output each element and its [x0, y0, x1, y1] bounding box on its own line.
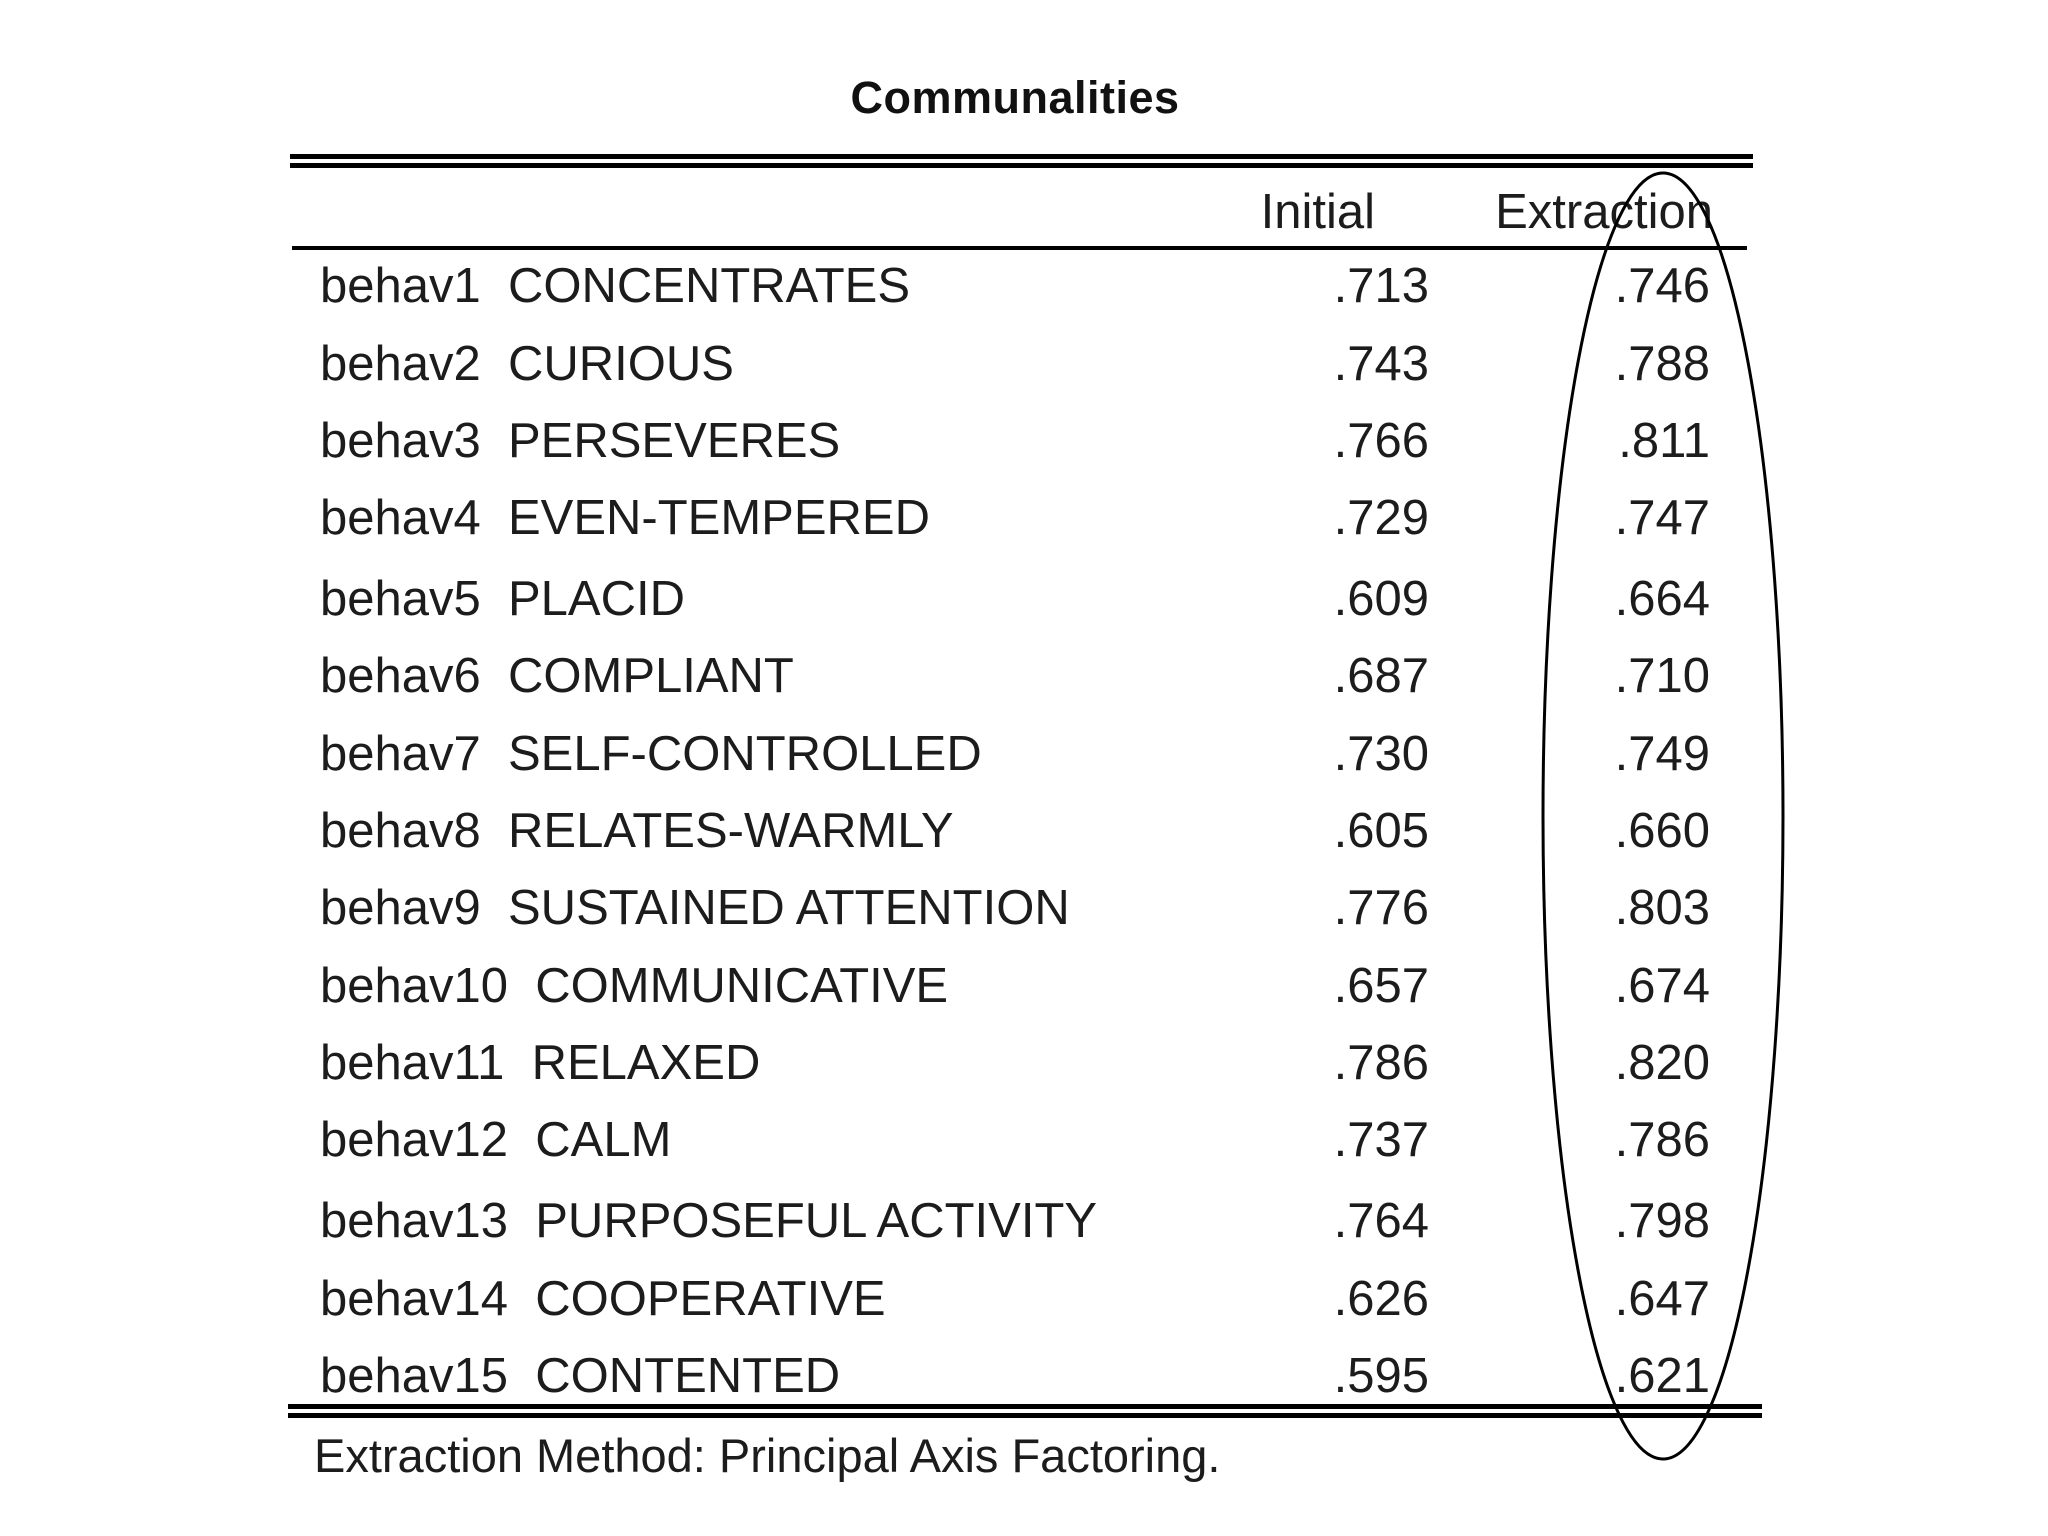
variable-name: behav3 [320, 414, 481, 468]
variable-label: COMPLIANT [508, 649, 794, 703]
initial-value: .766 [1333, 414, 1429, 468]
extraction-value: .674 [1614, 959, 1710, 1013]
variable-name: behav12 [320, 1113, 509, 1167]
extraction-value: .820 [1614, 1036, 1710, 1090]
extraction-value: .749 [1614, 727, 1710, 781]
variable-name: behav6 [320, 649, 481, 703]
variable-name: behav7 [320, 727, 481, 781]
extraction-value: .710 [1614, 649, 1710, 703]
variable-name: behav11 [320, 1036, 505, 1090]
initial-value: .687 [1333, 649, 1429, 703]
extraction-highlight-ellipse [1543, 173, 1783, 1459]
variable-name: behav1 [320, 259, 481, 313]
extraction-value: .811 [1618, 414, 1710, 468]
variable-label: SUSTAINED ATTENTION [508, 881, 1070, 935]
variable-name: behav4 [320, 491, 481, 545]
initial-value: .743 [1333, 337, 1429, 391]
extraction-value: .621 [1614, 1349, 1710, 1403]
variable-label: EVEN-TEMPERED [508, 491, 931, 545]
initial-value: .786 [1333, 1036, 1429, 1090]
variable-name: behav10 [320, 959, 509, 1013]
extraction-value: .747 [1614, 491, 1710, 545]
variable-name: behav14 [320, 1272, 509, 1326]
extraction-value: .798 [1614, 1194, 1710, 1248]
variable-label: RELAXED [531, 1036, 761, 1090]
column-header-initial: Initial [1260, 185, 1375, 239]
variable-label: SELF-CONTROLLED [508, 727, 982, 781]
variable-name: behav13 [320, 1194, 509, 1248]
initial-value: .626 [1333, 1272, 1429, 1326]
extraction-value: .786 [1614, 1113, 1710, 1167]
initial-value: .729 [1333, 491, 1429, 545]
variable-label: PLACID [508, 572, 686, 626]
variable-label: COMMUNICATIVE [535, 959, 949, 1013]
extraction-value: .647 [1614, 1272, 1710, 1326]
variable-label: COOPERATIVE [535, 1272, 886, 1326]
initial-value: .730 [1333, 727, 1429, 781]
extraction-value: .788 [1614, 337, 1710, 391]
variable-label: CALM [535, 1113, 672, 1167]
initial-value: .776 [1333, 881, 1429, 935]
column-header-extraction: Extraction [1495, 185, 1713, 239]
initial-value: .713 [1333, 259, 1429, 313]
variable-label: CURIOUS [508, 337, 734, 391]
variable-label: PERSEVERES [508, 414, 841, 468]
variable-name: behav8 [320, 804, 481, 858]
extraction-value: .803 [1614, 881, 1710, 935]
variable-label: RELATES-WARMLY [508, 804, 954, 858]
variable-label: CONCENTRATES [508, 259, 911, 313]
variable-label: PURPOSEFUL ACTIVITY [535, 1194, 1098, 1248]
initial-value: .609 [1333, 572, 1429, 626]
table-title: Communalities [850, 72, 1180, 123]
variable-name: behav2 [320, 337, 481, 391]
footnote: Extraction Method: Principal Axis Factoring. [314, 1429, 1221, 1482]
initial-value: .595 [1333, 1349, 1429, 1403]
variable-name: behav15 [320, 1349, 509, 1403]
extraction-value: .746 [1614, 259, 1710, 313]
initial-value: .657 [1333, 959, 1429, 1013]
initial-value: .605 [1333, 804, 1429, 858]
variable-label: CONTENTED [535, 1349, 841, 1403]
initial-value: .737 [1333, 1113, 1429, 1167]
extraction-value: .664 [1614, 572, 1710, 626]
variable-name: behav9 [320, 881, 481, 935]
variable-name: behav5 [320, 572, 481, 626]
extraction-value: .660 [1614, 804, 1710, 858]
initial-value: .764 [1333, 1194, 1429, 1248]
